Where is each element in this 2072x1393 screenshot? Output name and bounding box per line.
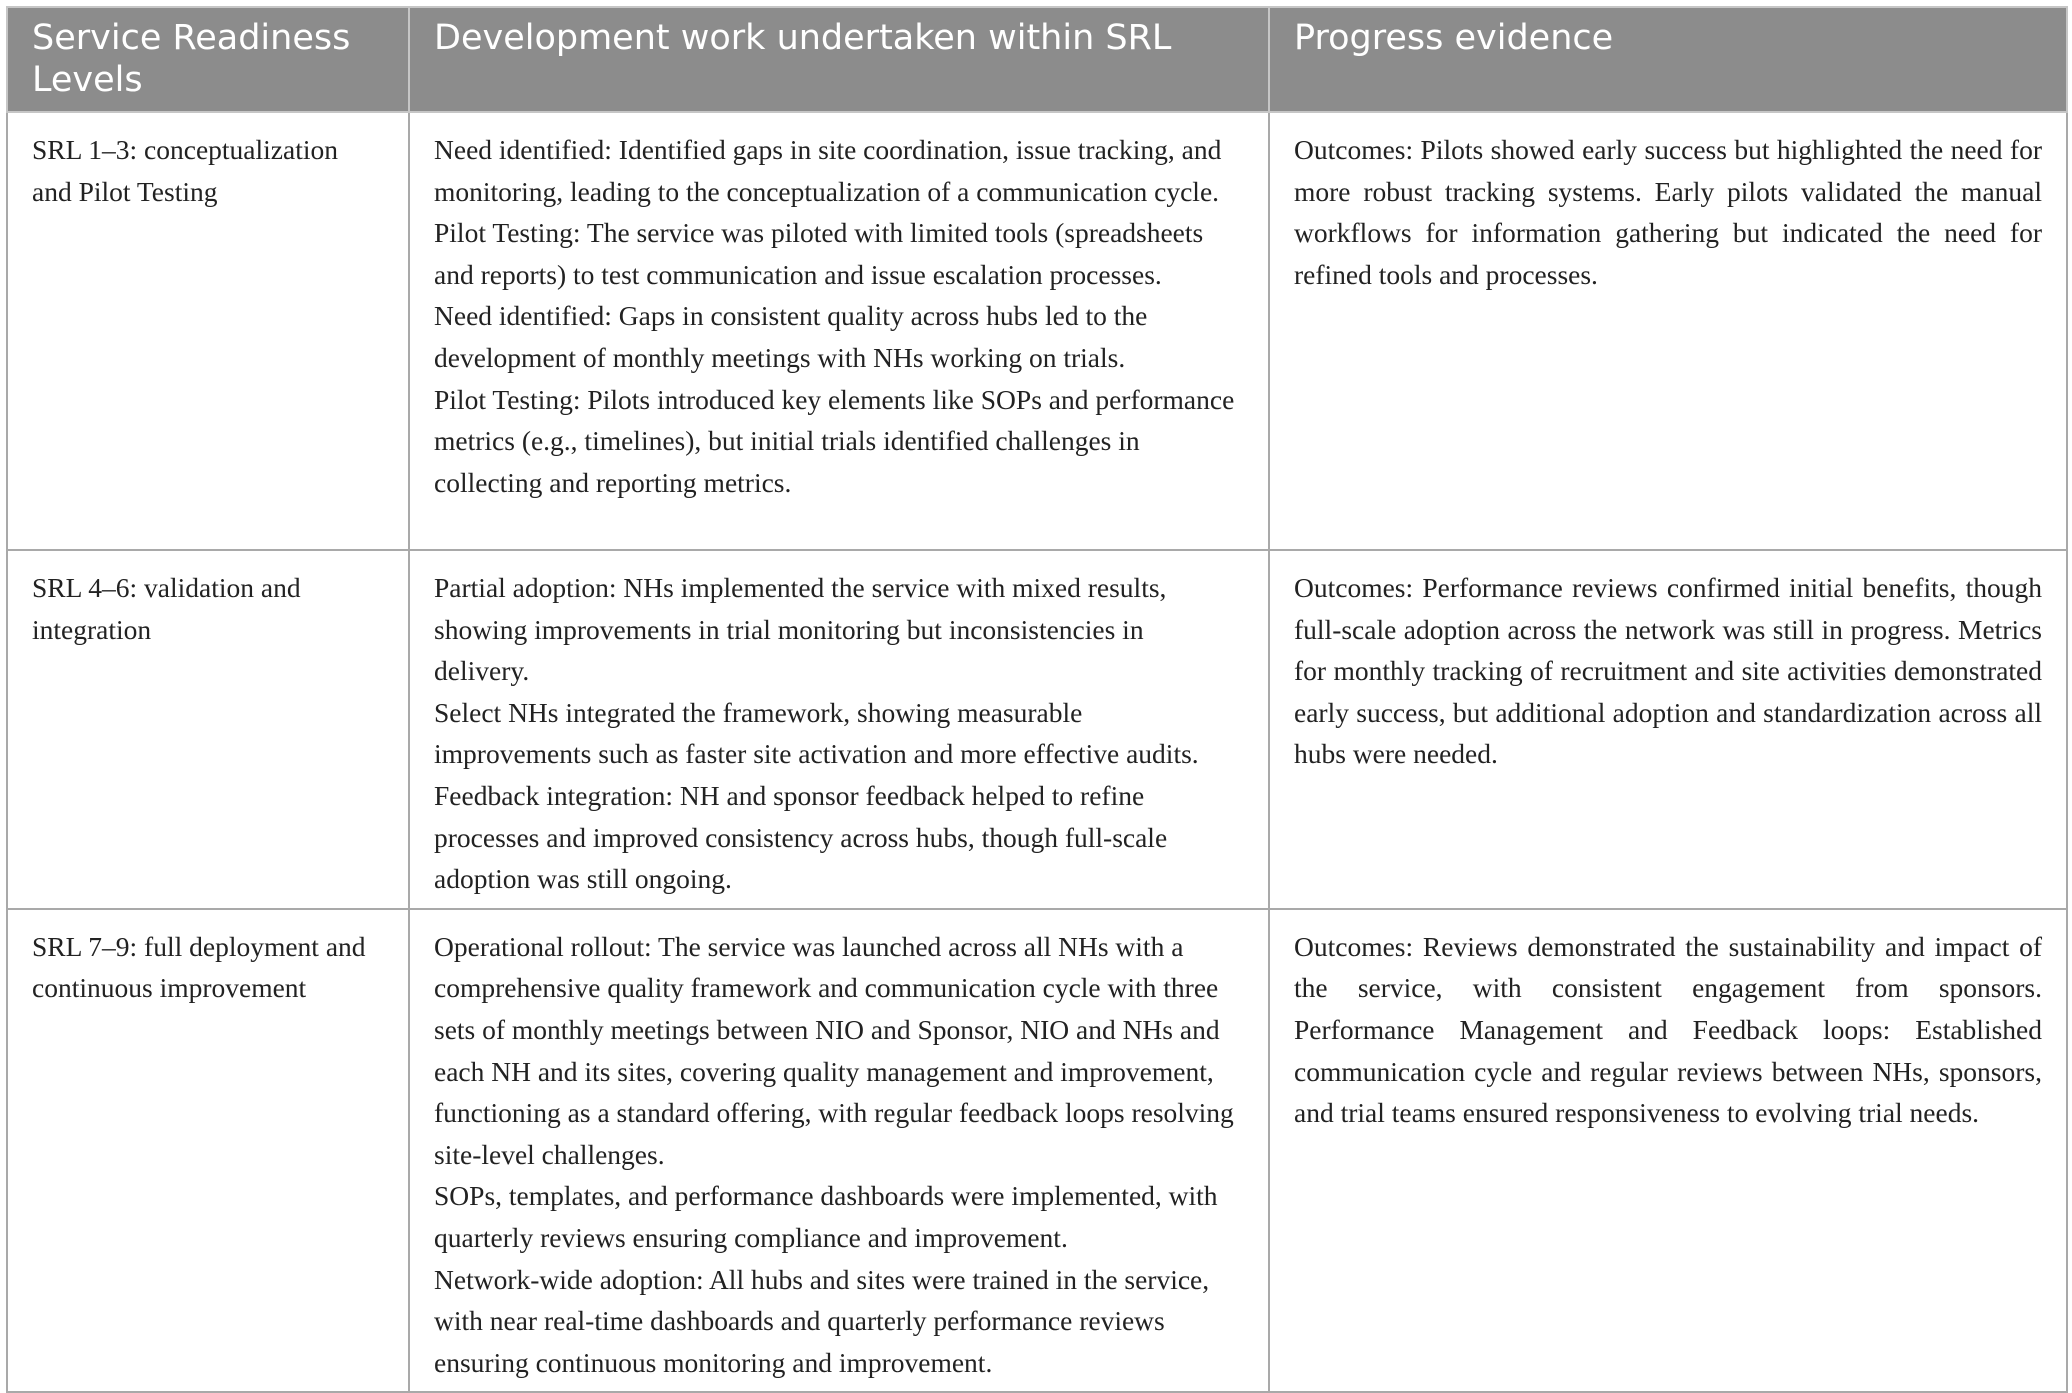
evidence-paragraph: Outcomes: Reviews demonstrated the sustainability and impact of the service, with consistent engagement from sponsors. Performance Management and Feedback loops: Established communication cycle and regular reviews between NHs, sponsors, and trial teams ensured responsiveness to evolving trial needs. [1294, 930, 2042, 1129]
development-paragraph: Need identified: Gaps in consistent quality across hubs led to the development of monthly meetings with NHs working on trials. [434, 300, 1148, 373]
srl-table-container [6, 6, 2066, 1393]
table-row [7, 909, 2067, 1393]
development-paragraph: Select NHs integrated the framework, showing measurable improvements such as faster site activation and more effective audits. [434, 696, 1199, 770]
table-row [7, 112, 2067, 550]
development-paragraph: Need identified: Identified gaps in site coordination, issue tracking, and monitoring, leading to the conceptualization of a communication cycle. [434, 134, 1222, 207]
srl-level-cell [7, 550, 409, 909]
srl-level-text: SRL 1–3: conceptualization and Pilot Testing [32, 134, 338, 207]
evidence-paragraph: Outcomes: Pilots showed early success but highlighted the need for more robust tracking systems. Early pilots validated the manual workflows for information gathering but indicated the need for refined tools and processes. [1294, 134, 2042, 290]
srl-level-text: SRL 7–9: full deployment and continuous improvement [32, 930, 366, 1004]
evidence-paragraph: Outcomes: Performance reviews confirmed initial benefits, though full-scale adoption across the network was still in progress. Metrics for monthly tracking of recruitment and site activities demonstrated early success, but additional adoption and standardization across all hubs were needed. [1294, 572, 2042, 770]
evidence-cell [1269, 909, 2067, 1393]
srl-level-cell [7, 909, 409, 1393]
evidence-cell [1269, 550, 2067, 909]
header-service-readiness-levels: Service Readiness Levels [7, 7, 409, 112]
table-header-row [7, 7, 2067, 112]
development-cell [409, 909, 1269, 1393]
development-paragraph: Partial adoption: NHs implemented the service with mixed results, showing improvements in trial monitoring but inconsistencies in delivery. [434, 572, 1167, 687]
development-paragraph: Pilot Testing: Pilots introduced key elements like SOPs and performance metrics (e.g., timelines), but initial trials identified challenges in collecting and reporting metrics. [434, 383, 1235, 498]
development-cell [409, 112, 1269, 550]
header-progress-evidence: Progress evidence [1269, 7, 2067, 112]
srl-table [6, 6, 2068, 1393]
srl-level-cell [7, 112, 409, 550]
evidence-cell [1269, 112, 2067, 550]
development-paragraph: Feedback integration: NH and sponsor feedback helped to refine processes and improved consistency across hubs, though full-scale adoption was still ongoing. [434, 779, 1168, 895]
development-cell [409, 550, 1269, 909]
development-paragraph: SOPs, templates, and performance dashboards were implemented, with quarterly reviews ensuring compliance and improvement. [434, 1180, 1218, 1253]
srl-level-text: SRL 4–6: validation and integration [32, 572, 301, 645]
header-development-work: Development work undertaken within SRL [409, 7, 1269, 112]
development-paragraph: Network-wide adoption: All hubs and sites were trained in the service, with near real-time dashboards and quarterly performance reviews ensuring continuous monitoring and improvement. [434, 1263, 1210, 1378]
table-row [7, 550, 2067, 909]
development-paragraph: Pilot Testing: The service was piloted with limited tools (spreadsheets and reports) to test communication and issue escalation processes. [434, 217, 1204, 290]
development-paragraph: Operational rollout: The service was launched across all NHs with a comprehensive quality framework and communication cycle with three sets of monthly meetings between NIO and Sponsor, NIO and NHs and each NH and its sites, covering quality management and improvement, functioning as a standard offering, with regular feedback loops resolving site-level challenges. [434, 930, 1234, 1170]
